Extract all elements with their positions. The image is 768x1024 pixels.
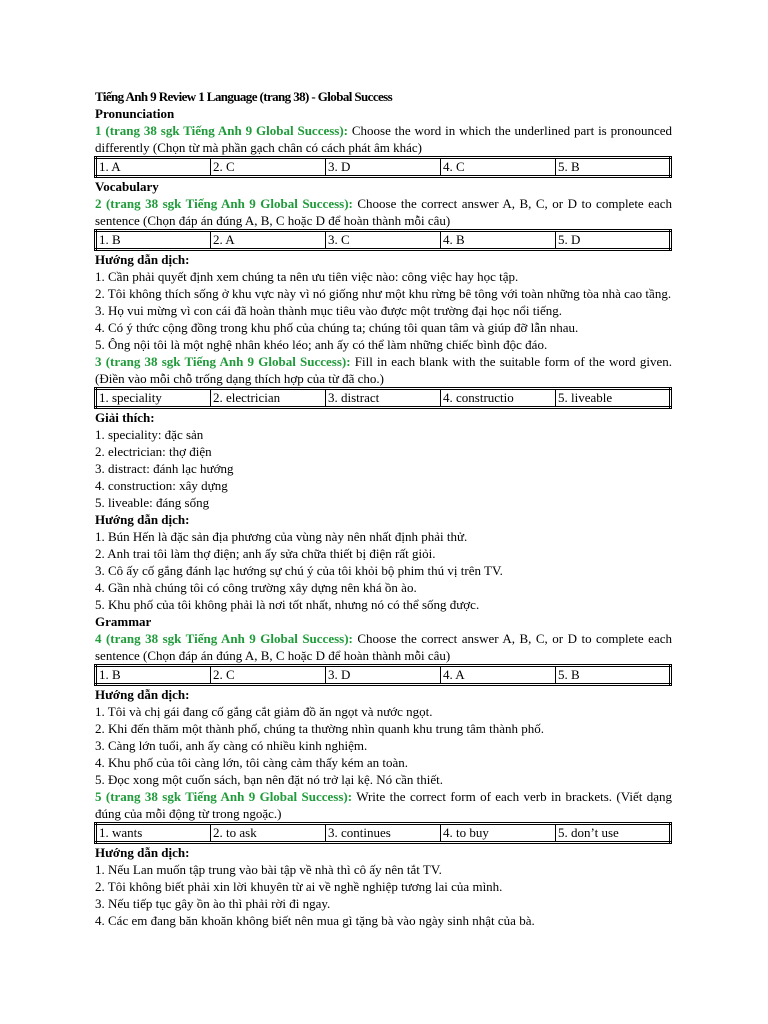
guide-label: Hướng dẫn dịch: [95,687,190,702]
guide-line: 4. Các em đang băn khoăn không biết nên mua gì tặng bà vào ngày sinh nhật của bà. [95,913,535,928]
guide-line: 2. Tôi không biết phải xin lời khuyên từ ai về nghề nghiệp tương lai của mình. [95,879,503,894]
section-heading-grammar: Grammar [95,614,152,629]
section-heading-pronunciation: Pronunciation [95,106,175,121]
document-title: Tiếng Anh 9 Review 1 Language (trang 38) - Global Success [95,89,393,104]
answer-cell: 1. B [99,667,121,682]
question-4-heading: 4 (trang 38 sgk Tiếng Anh 9 Global Success): [95,631,353,646]
question-1 [95,122,672,156]
guide-label: Hướng dẫn dịch: [95,845,190,860]
question-4-text: Choose the correct answer A, B, C, or D to complete each sentence (Chọn đáp án đúng A, B, C hoặc D để hoàn thành mỗi câu) [95,631,672,663]
question-2-heading: 2 (trang 38 sgk Tiếng Anh 9 Global Success): [95,196,353,211]
guide-line: 5. Đọc xong một cuốn sách, bạn nên đặt nó trở lại kệ. Nó cần thiết. [95,772,444,787]
question-5-heading: 5 (trang 38 sgk Tiếng Anh 9 Global Success): [95,789,353,804]
guide-label: Hướng dẫn dịch: [95,252,190,267]
guide-line: 3. Càng lớn tuổi, anh ấy càng có nhiều kinh nghiệm. [95,738,368,753]
guide-line: 3. Họ vui mừng vì con cái đã hoàn thành mục tiêu vào được một trường đại học nổi tiếng. [95,303,563,318]
answer-cell: 5. D [556,231,671,250]
answer-table-5 [94,822,672,844]
answer-cell: 2. electrician [211,389,326,408]
answer-cell: 4. constructio [441,389,556,408]
guide-line: 2. Khi đến thăm một thành phố, chúng ta thường nhìn quanh khu trung tâm thành phố. [95,721,545,736]
answer-cell: 4. B [441,231,556,250]
explain-label: Giải thích: [95,410,155,425]
answer-table-2 [94,229,672,251]
answer-cell: 3. distract [326,389,441,408]
answer-cell: 3. continues [326,824,441,843]
question-3 [95,353,672,387]
guide-line: 3. Cô ấy cố gắng đánh lạc hướng sự chú ý của tôi khỏi bộ phim thú vị trên TV. [95,563,503,578]
guide-line: 2. Anh trai tôi làm thợ điện; anh ấy sửa chữa thiết bị điện rất giỏi. [95,546,436,561]
answer-table-4 [94,664,672,686]
question-5 [95,788,672,822]
explain-line: 3. distract: đánh lạc hướng [95,461,234,476]
guide-line: 1. Nếu Lan muốn tập trung vào bài tập về nhà thì cô ấy nên tắt TV. [95,862,442,877]
guide-line: 4. Có ý thức cộng đồng trong khu phố của chúng ta; chúng tôi quan tâm và giúp đỡ lẫn nhau. [95,320,579,335]
answer-cell: 2. C [211,158,326,177]
answer-cell: 4. C [441,158,556,177]
question-2 [95,195,672,229]
guide-line: 3. Nếu tiếp tục gây ồn ào thì phải rời đi ngay. [95,896,331,911]
answer-cell: 3. C [326,231,441,250]
guide-line: 5. Khu phố của tôi không phải là nơi tốt nhất, nhưng nó có thể sống được. [95,597,480,612]
answer-cell: 5. liveable [556,389,671,408]
section-heading-vocabulary: Vocabulary [95,179,159,194]
question-4 [95,630,672,664]
explain-line: 2. electrician: thợ điện [95,444,212,459]
answer-cell: 1. speciality [99,390,162,405]
document-page [95,88,672,929]
guide-line: 1. Bún Hến là đặc sản địa phương của vùng này nên nhất định phải thử. [95,529,468,544]
answer-cell: 4. A [441,666,556,685]
explain-line: 5. liveable: đáng sống [95,495,210,510]
question-1-heading: 1 (trang 38 sgk Tiếng Anh 9 Global Success): [95,123,349,138]
answer-cell: 3. D [326,158,441,177]
explain-line: 4. construction: xây dựng [95,478,228,493]
answer-cell: 1. A [99,159,121,174]
answer-cell: 5. B [556,158,671,177]
guide-line: 4. Gần nhà chúng tôi có công trường xây dựng nên khá ồn ào. [95,580,417,595]
answer-cell: 5. don’t use [556,824,671,843]
answer-table-3 [94,387,672,409]
answer-cell: 1. B [99,232,121,247]
question-5-text: Write the correct form of each verb in brackets. (Viết dạng đúng của mỗi động từ trong ngoặc.) [95,789,672,821]
guide-line: 1. Tôi và chị gái đang cố gắng cắt giảm đồ ăn ngọt và nước ngọt. [95,704,433,719]
guide-line: 5. Ông nội tôi là một nghệ nhân khéo léo; anh ấy có thể làm những chiếc bình độc đáo. [95,337,548,352]
guide-line: 1. Cần phải quyết định xem chúng ta nên ưu tiên việc nào: công việc hay học tập. [95,269,519,284]
answer-cell: 1. wants [99,825,143,840]
question-3-heading: 3 (trang 38 sgk Tiếng Anh 9 Global Success): [95,354,351,369]
answer-cell: 2. C [211,666,326,685]
question-1-text: Choose the word in which the underlined part is pronounced differently (Chọn từ mà phần gạch chân có cách phát âm khác) [95,123,672,155]
answer-cell: 2. to ask [211,824,326,843]
answer-cell: 2. A [211,231,326,250]
question-3-text: Fill in each blank with the suitable form of the word given. (Điền vào mỗi chỗ trống dạng thích hợp của từ đã cho.) [95,354,672,386]
answer-cell: 5. B [556,666,671,685]
guide-line: 4. Khu phố của tôi càng lớn, tôi càng cảm thấy kém an toàn. [95,755,409,770]
answer-table-1 [94,156,672,178]
explain-line: 1. speciality: đặc sản [95,427,204,442]
answer-cell: 4. to buy [441,824,556,843]
guide-line: 2. Tôi không thích sống ở khu vực này vì nó giống như một khu rừng bê tông với toàn những tòa nhà cao tầng. [95,286,672,301]
guide-label: Hướng dẫn dịch: [95,512,190,527]
question-2-text: Choose the correct answer A, B, C, or D to complete each sentence (Chọn đáp án đúng A, B, C hoặc D để hoàn thành mỗi câu) [95,196,672,228]
answer-cell: 3. D [326,666,441,685]
